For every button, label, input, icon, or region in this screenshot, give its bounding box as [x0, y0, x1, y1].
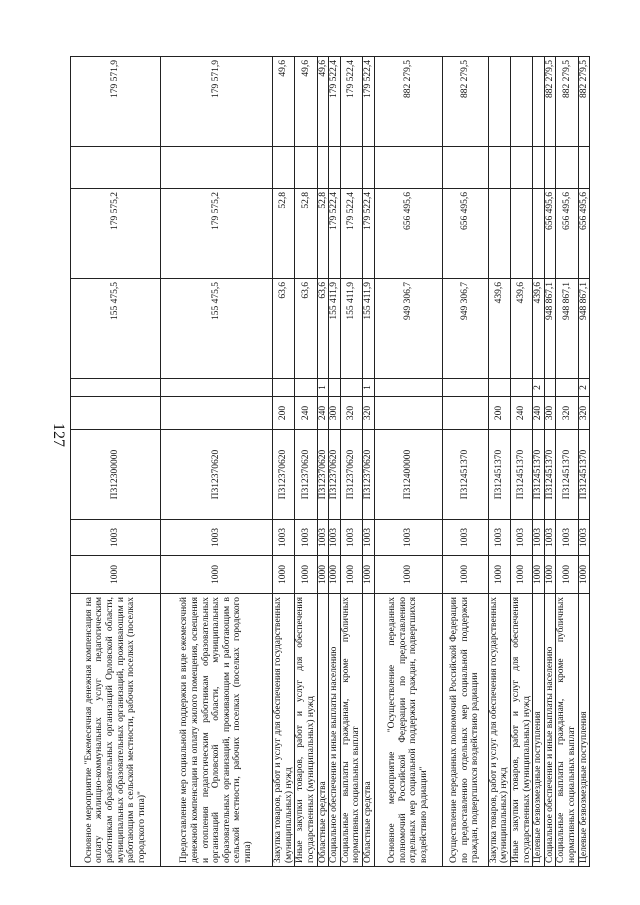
amount-2 [510, 189, 532, 279]
amount-3 [533, 147, 545, 189]
amount-2: 656 495,6 [578, 189, 590, 279]
amount-1: 155 475,5 [71, 279, 161, 379]
expense-type-code: 240 [317, 397, 329, 430]
amount-4: 179 571,9 [71, 57, 161, 147]
section-code: 1000 [363, 556, 375, 594]
subsection-code: 1003 [510, 520, 532, 556]
target-article-code: П312300000 [71, 430, 161, 520]
section-code: 1000 [317, 556, 329, 594]
section-code: 1000 [488, 556, 510, 594]
budget-table [70, 56, 590, 867]
row-name: Осуществление переданных полномочий Российской Федерации по предоставлению отдельных мер социальной поддержки граждан, подвергшихся воздействию радиации [442, 594, 488, 867]
section-code: 1000 [510, 556, 532, 594]
subsection-code: 1003 [363, 520, 375, 556]
section-code: 1000 [578, 556, 590, 594]
funding-source-code: 1 [363, 379, 375, 397]
table-row [374, 57, 442, 867]
amount-1: 949 306,7 [442, 279, 488, 379]
amount-1: 439,6 [488, 279, 510, 379]
target-article-code: П312451370 [510, 430, 532, 520]
amount-2: 656 495,6 [442, 189, 488, 279]
amount-2 [533, 189, 545, 279]
section-code: 1000 [161, 556, 273, 594]
funding-source-code [442, 379, 488, 397]
subsection-code: 1003 [556, 520, 578, 556]
funding-source-code [544, 379, 556, 397]
funding-source-code: 2 [533, 379, 545, 397]
amount-3 [71, 147, 161, 189]
amount-2: 179 522,4 [329, 189, 341, 279]
target-article-code: П312400000 [374, 430, 442, 520]
expense-type-code: 320 [363, 397, 375, 430]
table-row [578, 57, 590, 867]
table-row [556, 57, 578, 867]
amount-1: 155 411,9 [329, 279, 341, 379]
subsection-code: 1003 [71, 520, 161, 556]
funding-source-code: 2 [578, 379, 590, 397]
table-row [295, 57, 317, 867]
target-article-code: П312451370 [544, 430, 556, 520]
subsection-code: 1003 [374, 520, 442, 556]
target-article-code: П312370620 [295, 430, 317, 520]
target-article-code: П312451370 [442, 430, 488, 520]
expense-type-code: 320 [556, 397, 578, 430]
amount-3 [295, 147, 317, 189]
amount-4 [488, 57, 510, 147]
amount-3 [273, 147, 295, 189]
amount-2: 179 575,2 [71, 189, 161, 279]
row-name: Предоставление мер социальной поддержки в виде ежемесячной денежной компенсации на оплату жилого помещения, освещения и отопления педагогическим работникам образовательных организаций Орловской области, муниципальных образовательных организаций, проживающим и работающим в сельской местности, рабочих поселках (поселках городского типа) [161, 594, 273, 867]
subsection-code: 1003 [273, 520, 295, 556]
target-article-code: П312370620 [161, 430, 273, 520]
amount-2: 179 575,2 [161, 189, 273, 279]
amount-4: 179 571,9 [161, 57, 273, 147]
row-name: Областные средства [363, 594, 375, 867]
target-article-code: П312370620 [329, 430, 341, 520]
expense-type-code [161, 397, 273, 430]
section-code: 1000 [340, 556, 362, 594]
expense-type-code: 300 [544, 397, 556, 430]
table-row [488, 57, 510, 867]
amount-2: 179 522,4 [340, 189, 362, 279]
amount-1: 155 411,9 [363, 279, 375, 379]
amount-2: 52,8 [317, 189, 329, 279]
subsection-code: 1003 [442, 520, 488, 556]
section-code: 1000 [374, 556, 442, 594]
amount-4: 179 522,4 [340, 57, 362, 147]
row-name: Основное мероприятие "Ежемесячная денежная компенсация на оплату жилищно-коммунальных услуг педагогическим работникам образовательных организаций Орловской области, муниципальных образовательных организаций, проживающим и работающим в сельской местности, рабочих поселках (поселках городского типа)" [71, 594, 161, 867]
funding-source-code: 1 [317, 379, 329, 397]
amount-1: 949 306,7 [374, 279, 442, 379]
subsection-code: 1003 [161, 520, 273, 556]
expense-type-code: 200 [273, 397, 295, 430]
amount-4: 882 279,5 [578, 57, 590, 147]
amount-4 [510, 57, 532, 147]
target-article-code: П312370620 [273, 430, 295, 520]
expense-type-code [71, 397, 161, 430]
subsection-code: 1003 [329, 520, 341, 556]
expense-type-code [374, 397, 442, 430]
funding-source-code [161, 379, 273, 397]
subsection-code: 1003 [533, 520, 545, 556]
amount-1: 948 867,1 [556, 279, 578, 379]
amount-1: 63,6 [295, 279, 317, 379]
funding-source-code [556, 379, 578, 397]
page-number: 127 [50, 423, 67, 447]
target-article-code: П312370620 [363, 430, 375, 520]
row-name: Социальные выплаты гражданам, кроме публичных нормативных социальных выплат [340, 594, 362, 867]
subsection-code: 1003 [317, 520, 329, 556]
table-row [442, 57, 488, 867]
table-row [161, 57, 273, 867]
amount-1: 155 475,5 [161, 279, 273, 379]
amount-3 [317, 147, 329, 189]
expense-type-code: 300 [329, 397, 341, 430]
funding-source-code [329, 379, 341, 397]
section-code: 1000 [556, 556, 578, 594]
row-name: Областные средства [317, 594, 329, 867]
section-code: 1000 [442, 556, 488, 594]
section-code: 1000 [329, 556, 341, 594]
amount-3 [544, 147, 556, 189]
target-article-code: П312451370 [578, 430, 590, 520]
row-name: Закупка товаров, работ и услуг для обеспечения государственных (муниципальных) нужд [273, 594, 295, 867]
amount-4: 49,6 [317, 57, 329, 147]
amount-4 [533, 57, 545, 147]
table-row [273, 57, 295, 867]
funding-source-code [273, 379, 295, 397]
amount-3 [329, 147, 341, 189]
expense-type-code: 320 [578, 397, 590, 430]
subsection-code: 1003 [578, 520, 590, 556]
amount-1: 63,6 [273, 279, 295, 379]
amount-2: 52,8 [295, 189, 317, 279]
target-article-code: П312451370 [556, 430, 578, 520]
funding-source-code [340, 379, 362, 397]
table-row [510, 57, 532, 867]
funding-source-code [71, 379, 161, 397]
row-name: Социальные выплаты гражданам, кроме публичных нормативных социальных выплат [556, 594, 578, 867]
amount-1: 63,6 [317, 279, 329, 379]
subsection-code: 1003 [340, 520, 362, 556]
expense-type-code: 240 [510, 397, 532, 430]
target-article-code: П312370620 [317, 430, 329, 520]
row-name: Иные закупки товаров, работ и услуг для обеспечения государственных (муниципальных) нужд [295, 594, 317, 867]
amount-1: 439,6 [533, 279, 545, 379]
funding-source-code [295, 379, 317, 397]
amount-2: 179 522,4 [363, 189, 375, 279]
amount-2: 52,8 [273, 189, 295, 279]
table-row [544, 57, 556, 867]
amount-1: 948 867,1 [578, 279, 590, 379]
row-name: Социальное обеспечение и иные выплаты населению [544, 594, 556, 867]
amount-1: 439,6 [510, 279, 532, 379]
amount-2 [488, 189, 510, 279]
table-row [71, 57, 161, 867]
table-row [317, 57, 329, 867]
expense-type-code: 200 [488, 397, 510, 430]
amount-3 [161, 147, 273, 189]
section-code: 1000 [295, 556, 317, 594]
amount-3 [578, 147, 590, 189]
row-name: Основное мероприятие "Осуществление переданных полномочий Российской Федерации по предоставлению отдельных мер социальной поддержки граждан, подвергшихся воздействию радиации" [374, 594, 442, 867]
target-article-code: П312370620 [340, 430, 362, 520]
section-code: 1000 [273, 556, 295, 594]
section-code: 1000 [71, 556, 161, 594]
amount-4: 882 279,5 [556, 57, 578, 147]
target-article-code: П312451370 [533, 430, 545, 520]
amount-2: 656 495,6 [374, 189, 442, 279]
subsection-code: 1003 [544, 520, 556, 556]
amount-3 [442, 147, 488, 189]
amount-4: 179 522,4 [329, 57, 341, 147]
budget-table-area [70, 57, 589, 867]
table-row [363, 57, 375, 867]
amount-2: 656 495,6 [556, 189, 578, 279]
expense-type-code: 320 [340, 397, 362, 430]
amount-4: 882 279,5 [544, 57, 556, 147]
table-row [329, 57, 341, 867]
amount-4: 882 279,5 [374, 57, 442, 147]
amount-2: 656 495,6 [544, 189, 556, 279]
amount-4: 882 279,5 [442, 57, 488, 147]
row-name: Иные закупки товаров, работ и услуг для обеспечения государственных (муниципальных) нужд [510, 594, 532, 867]
expense-type-code: 240 [295, 397, 317, 430]
amount-4: 179 522,4 [363, 57, 375, 147]
row-name: Целевые безвозмездные поступления [578, 594, 590, 867]
row-name: Целевые безвозмездные поступления [533, 594, 545, 867]
section-code: 1000 [544, 556, 556, 594]
section-code: 1000 [533, 556, 545, 594]
amount-1: 948 867,1 [544, 279, 556, 379]
amount-3 [510, 147, 532, 189]
row-name: Социальное обеспечение и иные выплаты населению [329, 594, 341, 867]
amount-3 [556, 147, 578, 189]
amount-3 [374, 147, 442, 189]
funding-source-code [488, 379, 510, 397]
amount-4: 49,6 [295, 57, 317, 147]
row-name: Закупка товаров, работ и услуг для обеспечения государственных (муниципальных) нужд [488, 594, 510, 867]
amount-3 [340, 147, 362, 189]
expense-type-code: 240 [533, 397, 545, 430]
expense-type-code [442, 397, 488, 430]
funding-source-code [510, 379, 532, 397]
amount-4: 49,6 [273, 57, 295, 147]
amount-3 [488, 147, 510, 189]
subsection-code: 1003 [488, 520, 510, 556]
funding-source-code [374, 379, 442, 397]
subsection-code: 1003 [295, 520, 317, 556]
table-row [340, 57, 362, 867]
target-article-code: П312451370 [488, 430, 510, 520]
amount-3 [363, 147, 375, 189]
amount-1: 155 411,9 [340, 279, 362, 379]
table-row [533, 57, 545, 867]
